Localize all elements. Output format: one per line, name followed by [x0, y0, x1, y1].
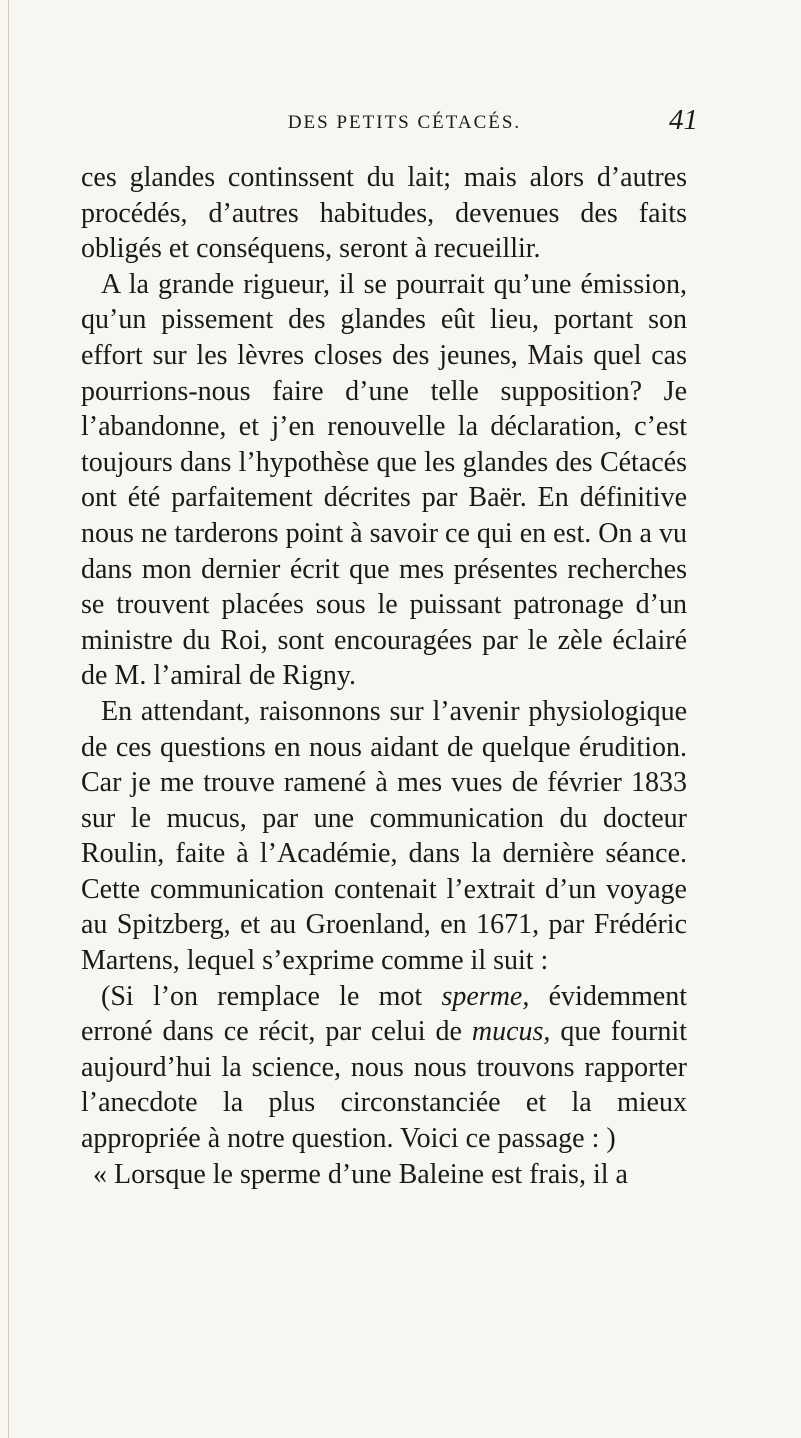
running-head-text: DES PETITS CÉTACÉS. — [287, 112, 522, 133]
italic-term: sperme, — [441, 980, 530, 1012]
paragraph-continued: ces glandes continssent du lait; mais alors d’autres procédés, d’autres habitudes, devenues des faits obligés et conséquens, seront à recueillir. — [81, 162, 687, 265]
text-run: (Si l’on remplace le mot — [101, 980, 442, 1012]
page-header — [0, 106, 801, 146]
text-run: que fournit aujourd’hui la science, nous nous trouvons rapporter l’anecdote la plus circonstanciée et la mieux appropriée à notre question. Voici ce passage : ) — [81, 1016, 687, 1155]
page-gutter-edge — [8, 0, 9, 1438]
paragraph: En attendant, raisonnons sur l’avenir physiologique de ces questions en nous aidant de quelque érudition. Car je me trouve ramené à mes vues de février 1833 sur le mucus, par une communication du docteur Roulin, faite à l’Académie, dans la dernière séance. Cette communication contenait l’extrait d’un voyage au Spitzberg, et au Groenland, en 1671, par Frédéric Martens, lequel s’exprime comme il suit : — [81, 695, 687, 977]
italic-term: mucus, — [471, 1016, 551, 1048]
paragraph-editorial-note — [81, 979, 687, 1157]
page-number: 41 — [669, 104, 698, 136]
body-text — [81, 160, 687, 1192]
paragraph-quotation-start: « Lorsque le sperme d’une Baleine est frais, il a — [93, 1158, 628, 1190]
text-run: évidemment erroné dans ce récit, par celui de — [81, 980, 688, 1048]
paragraph: A la grande rigueur, il se pourrait qu’une émission, qu’un pissement des glandes eût lieu, portant son effort sur les lèvres closes des jeunes, Mais quel cas pourrions-nous faire d’une telle supposition? Je l’abandonne, et j’en renouvelle la déclaration, c’est toujours dans l’hypothèse que les glandes des Cétacés ont été parfaitement décrites par Baër. En définitive nous ne tarderons point à savoir ce qui en est. On a vu dans mon dernier écrit que mes présentes recherches se trouvent placées sous le puissant patronage d’un ministre du Roi, sont encouragées par le zèle éclairé de M. l’amiral de Rigny. — [81, 268, 687, 692]
